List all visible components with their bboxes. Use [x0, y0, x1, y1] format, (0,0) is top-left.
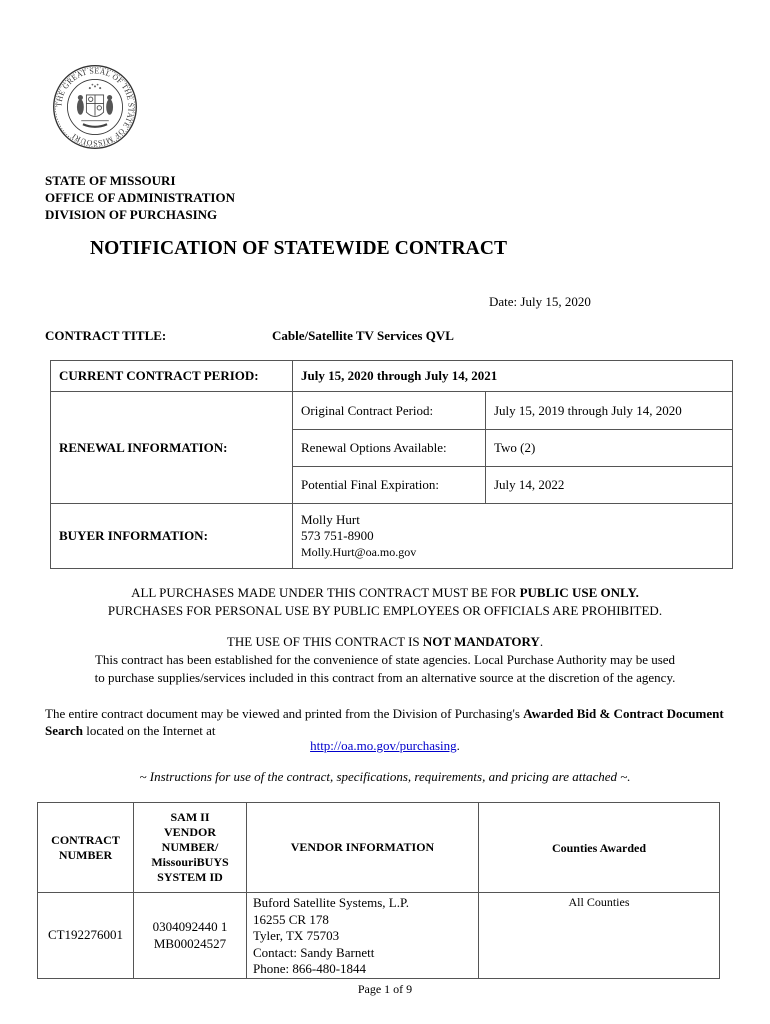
document-search-note	[45, 705, 735, 739]
seal-lettering: THE GREAT SEAL OF THE STATE OF MISSOURI	[54, 66, 136, 148]
personal-use-prohibited: PURCHASES FOR PERSONAL USE BY PUBLIC EMPLOYEES OR OFFICIALS ARE PROHIBITED.	[107, 603, 663, 618]
agency-division: DIVISION OF PURCHASING	[45, 207, 218, 222]
vendor-information	[247, 893, 479, 979]
current-period-label: CURRENT CONTRACT PERIOD:	[51, 361, 293, 392]
agency-office: OFFICE OF ADMINISTRATION	[45, 190, 235, 205]
vendor-sam-id: 0304092440 1 MB00024527	[134, 893, 247, 979]
doc-note-search-name: Awarded Bid & Contract Document Search	[45, 706, 724, 738]
vendor-table-header	[38, 803, 720, 893]
buyer-label: BUYER INFORMATION:	[51, 504, 293, 569]
purchasing-link-period: .	[456, 738, 460, 753]
vendor-contact: Contact: Sandy Barnett	[253, 944, 375, 960]
renewal-options-label: Renewal Options Available:	[293, 430, 486, 467]
current-period-row	[51, 361, 733, 392]
doc-note-location: located on the Internet at	[83, 723, 216, 738]
doc-note-text: The entire contract document may be viewed and printed from the Division of Purchasing's	[45, 706, 524, 721]
vendor-contract-number: CT192276001	[38, 893, 134, 979]
purchasing-link-line	[0, 738, 770, 754]
alternative-source-text: to purchase supplies/services included in this contract from an alternative source at the discretion of the agency.	[94, 670, 676, 685]
not-mandatory-period: .	[539, 634, 544, 649]
renewal-row	[51, 392, 733, 430]
vendor-street: 16255 CR 178	[253, 911, 329, 927]
buyer-email: Molly.Hurt@oa.mo.gov	[301, 545, 417, 559]
not-mandatory-notice	[0, 633, 770, 687]
final-expiration-value: July 14, 2022	[486, 467, 733, 504]
header-counties-awarded: Counties Awarded	[479, 803, 720, 893]
vendor-counties: All Counties	[479, 893, 720, 979]
vendor-city: Tyler, TX 75703	[253, 928, 340, 943]
header-contract-number: CONTRACT NUMBER	[38, 803, 134, 893]
contract-title-value: Cable/Satellite TV Services QVL	[272, 328, 454, 343]
document-title: NOTIFICATION OF STATEWIDE CONTRACT	[90, 238, 508, 259]
header-vendor-information: VENDOR INFORMATION	[247, 803, 479, 893]
agency-state: STATE OF MISSOURI	[45, 173, 176, 188]
not-mandatory-emphasis: NOT MANDATORY	[422, 634, 540, 649]
buyer-details	[293, 504, 733, 569]
instructions-note: ~ Instructions for use of the contract, specifications, requirements, and pricing are attached ~.	[139, 769, 631, 784]
table-row	[38, 893, 720, 979]
public-use-emphasis: PUBLIC USE ONLY.	[519, 585, 639, 600]
renewal-label: RENEWAL INFORMATION:	[51, 392, 293, 504]
not-mandatory-text: THE USE OF THIS CONTRACT IS	[226, 634, 423, 649]
header-sam-vendor-id: SAM II VENDOR NUMBER/ MissouriBUYS SYSTEM ID	[134, 803, 247, 893]
vendor-phone: Phone: 866-480-1844	[253, 961, 367, 976]
current-period-value: July 15, 2020 through July 14, 2021	[293, 361, 733, 392]
contract-title-label: CONTRACT TITLE:	[45, 328, 167, 343]
buyer-phone: 573 751-8900	[301, 528, 374, 543]
original-period-label: Original Contract Period:	[293, 392, 486, 430]
notification-date: Date: July 15, 2020	[489, 294, 591, 309]
buyer-name: Molly Hurt	[301, 512, 360, 527]
public-use-text: ALL PURCHASES MADE UNDER THIS CONTRACT MUST BE FOR	[131, 585, 520, 600]
page-number: Page 1 of 9	[357, 982, 413, 996]
public-use-notice	[0, 584, 770, 620]
missouri-state-seal	[52, 64, 138, 150]
buyer-row	[51, 504, 733, 569]
original-period-value: July 15, 2019 through July 14, 2020	[486, 392, 733, 430]
agency-heading	[45, 172, 235, 223]
purchasing-link[interactable]: http://oa.mo.gov/purchasing	[310, 738, 457, 753]
contract-info-table	[50, 360, 733, 569]
final-expiration-label: Potential Final Expiration:	[293, 467, 486, 504]
convenience-text: This contract has been established for the convenience of state agencies. Local Purchase Authority may be used	[94, 652, 676, 667]
vendor-name: Buford Satellite Systems, L.P.	[253, 895, 409, 910]
vendor-table	[37, 802, 720, 979]
renewal-options-value: Two (2)	[486, 430, 733, 467]
